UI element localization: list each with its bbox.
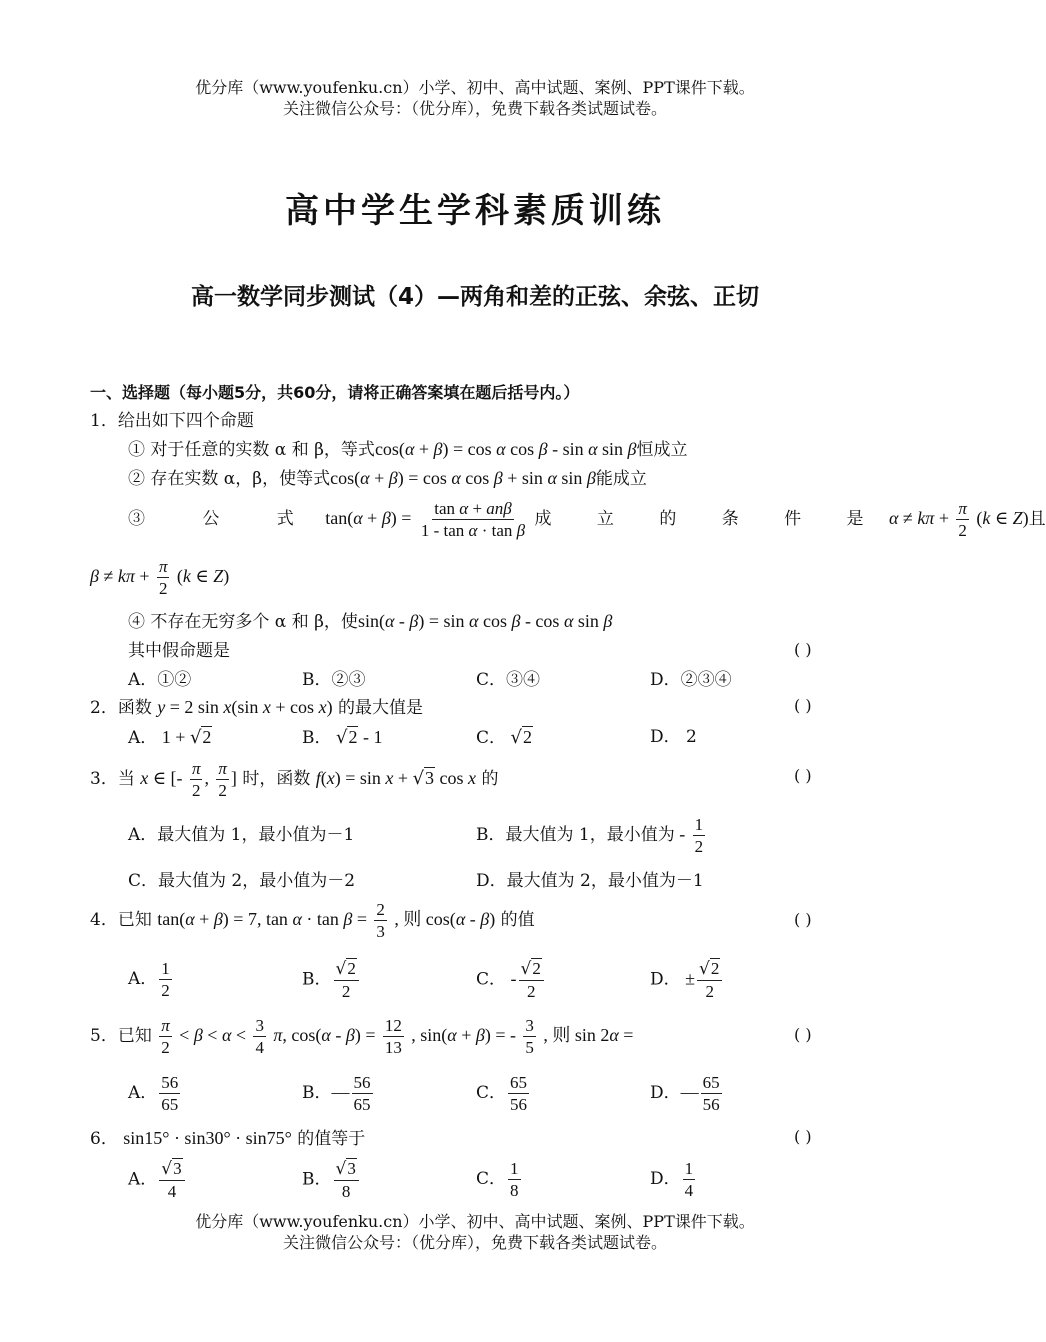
- q1-option-c[interactable]: C．③④: [476, 670, 541, 690]
- q4-option-b[interactable]: B． $\frac{√2}{2}$: [302, 958, 361, 1002]
- answer-bracket-3[interactable]: ( ): [794, 766, 812, 785]
- site-header-line1: 优分库（www.youfenku.cn）小学、初中、高中试题、案例、PPT课件下载。: [195, 78, 755, 97]
- question-6-stem: 6． sin15° · sin30° · sin75° 的值等于: [90, 1128, 366, 1149]
- q5-option-a[interactable]: A． $\frac{56}{65}$: [128, 1073, 179, 1114]
- q6-option-c[interactable]: C． $\frac{1}{8}$: [476, 1159, 519, 1200]
- site-footer-line2: 关注微信公众号：（优分库），免费下载各类试题试卷。: [282, 1233, 667, 1252]
- q1-proposition-4: ④ 不存在无穷多个 α 和 β，使sin(α - β) = sin α cos β - cos α sin β: [128, 611, 613, 632]
- q2-option-d[interactable]: D． 2: [650, 727, 697, 747]
- question-1-stem: 1．给出如下四个命题: [90, 411, 254, 431]
- page-title: 高中学生学科素质训练: [285, 191, 665, 231]
- question-2-stem: 2．函数 y = 2 sin x(sin x + cos x) 的最大值是: [90, 697, 423, 718]
- question-5-stem: 5．已知 $\frac{\pi}{2}$ < β < α < $\frac{3}{4}$ π, cos(α - β) = $\frac{12}{13}$ , sin(α + β) = - $\frac{3}{5}$ , 则 sin 2α =: [90, 1016, 634, 1057]
- q1-proposition-3-cont: β ≠ kπ + $\frac{\pi}{2}$ (k ∈ Z): [90, 557, 230, 598]
- q3-option-a[interactable]: A．最大值为 1，最小值为－1: [128, 825, 355, 845]
- q1-proposition-1: ① 对于任意的实数 α 和 β，等式cos(α + β) = cos α cos β - sin α sin β恒成立: [128, 439, 688, 460]
- site-header-line2: 关注微信公众号：（优分库），免费下载各类试题试卷。: [282, 99, 667, 118]
- q5-option-d[interactable]: D．— $\frac{65}{56}$: [650, 1073, 720, 1114]
- site-footer-line1: 优分库（www.youfenku.cn）小学、初中、高中试题、案例、PPT课件下载。: [195, 1212, 755, 1231]
- q4-option-d[interactable]: D． ± $\frac{√2}{2}$: [650, 958, 724, 1002]
- page-subtitle: 高一数学同步测试（4）—两角和差的正弦、余弦、正切: [190, 284, 759, 310]
- q2-option-a[interactable]: A． 1 + √2: [128, 727, 212, 748]
- q1-option-b[interactable]: B．②③: [302, 670, 366, 690]
- question-3-stem: 3．当 x ∈ [- $\frac{\pi}{2}$ , $\frac{\pi}{2}$ ] 时，函数 f(x) = sin x + √3 cos x 的: [90, 759, 499, 800]
- q3-option-b[interactable]: B．最大值为 1，最小值为 - $\frac{1}{2}$: [476, 815, 704, 856]
- q3-option-d[interactable]: D．最大值为 2，最小值为－1: [476, 871, 704, 891]
- answer-bracket-4[interactable]: ( ): [794, 910, 812, 929]
- q1-tail: 其中假命题是: [128, 641, 230, 661]
- q1-option-a[interactable]: A．①②: [128, 670, 192, 690]
- question-4-stem: 4．已知 tan(α + β) = 7, tan α · tan β = $\frac{2}{3}$ , 则 cos(α - β) 的值: [90, 900, 535, 941]
- q6-option-a[interactable]: A． $\frac{√3}{4}$: [128, 1158, 187, 1202]
- q5-option-b[interactable]: B．— $\frac{56}{65}$: [302, 1073, 371, 1114]
- q2-option-b[interactable]: B． √2 - 1: [302, 727, 383, 748]
- q3-option-c[interactable]: C．最大值为 2，最小值为－2: [128, 871, 356, 891]
- answer-bracket-2[interactable]: ( ): [794, 696, 812, 715]
- answer-bracket-5[interactable]: ( ): [794, 1025, 812, 1044]
- answer-bracket-6[interactable]: ( ): [794, 1127, 812, 1146]
- section-heading: 一、选择题（每小题5分，共60分，请将正确答案填在题后括号内。）: [90, 383, 580, 402]
- q4-option-c[interactable]: C． - $\frac{√2}{2}$: [476, 958, 546, 1002]
- answer-bracket-1[interactable]: ( ): [794, 640, 812, 659]
- q4-option-a[interactable]: A． $\frac{1}{2}$: [128, 959, 170, 1000]
- q2-option-c[interactable]: C． √2: [476, 727, 532, 748]
- q1-option-d[interactable]: D．②③④: [650, 670, 732, 690]
- q6-option-d[interactable]: D． $\frac{1}{4}$: [650, 1159, 694, 1200]
- q5-option-c[interactable]: C． $\frac{65}{56}$: [476, 1073, 528, 1114]
- q6-option-b[interactable]: B． $\frac{√3}{8}$: [302, 1158, 361, 1202]
- q1-proposition-3: ③ 公 式 tan(α + β) = $\frac{\text{tan α + anβ}}{\text{1 - tan α · tan β}}$ 成 立 的 条 件 是 α ≠ kπ + $\frac{\pi}{2}$ (k ∈ Z)且: [128, 499, 1046, 540]
- q1-proposition-2: ② 存在实数 α，β，使等式cos(α + β) = cos α cos β + sin α sin β能成立: [128, 468, 647, 489]
